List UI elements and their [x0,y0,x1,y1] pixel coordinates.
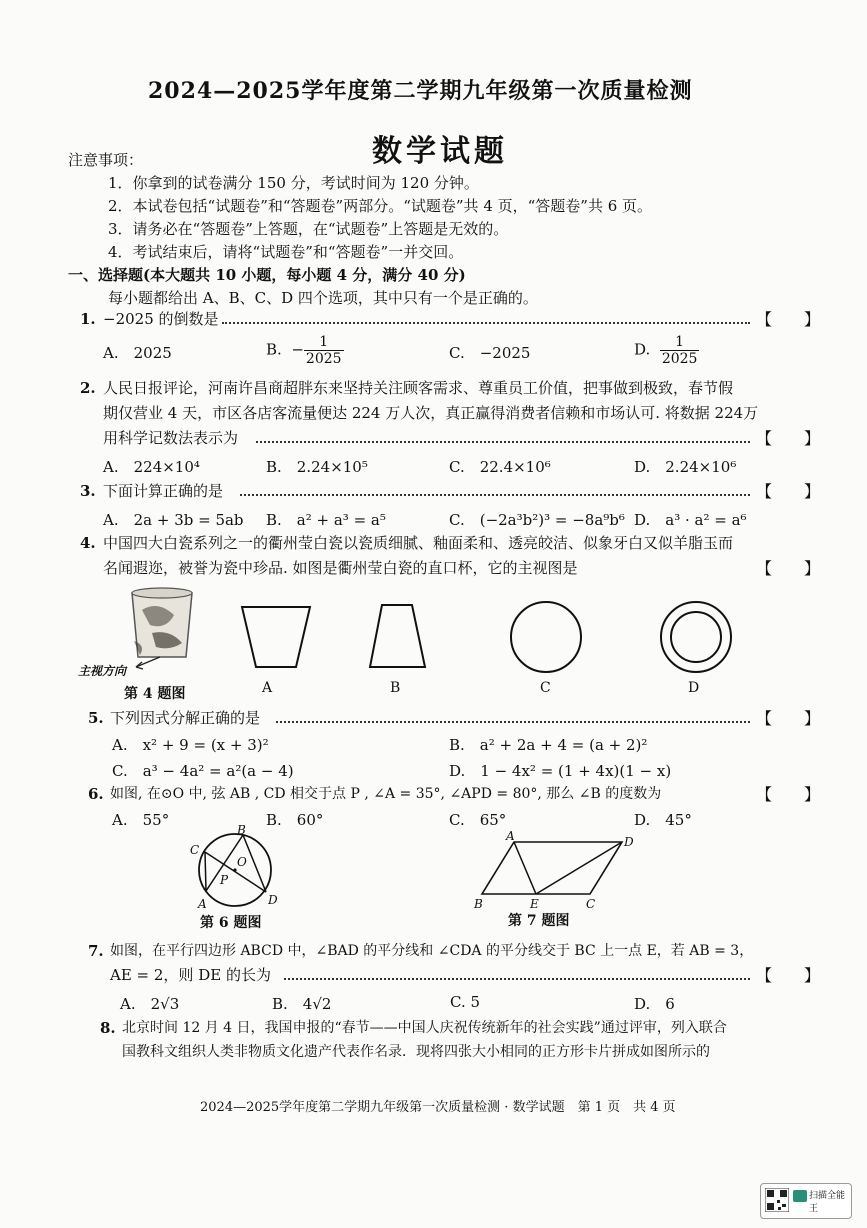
q6-circle-figure [180,822,290,917]
answer-bracket: 【 】 [756,966,821,985]
option-a: A. 2√3 [120,995,180,1013]
note-item: 3．请务必在“答题卷”上答题，在“试题卷”上答题是无效的。 [108,220,509,238]
answer-bracket: 【 】 [756,785,821,804]
leader-dots [284,978,750,980]
question-number: 6. [88,785,104,803]
point-c: C [586,897,596,910]
point-b: B [474,897,483,910]
segment-ac [205,852,206,891]
question-line: AE = 2，则 DE 的长为 [110,966,271,984]
question-line: 中国四大白瓷系列之一的衢州莹白瓷以瓷质细腻、釉面柔和、透亮皎洁、似象牙白又似羊脂玉而 [103,534,734,552]
question-stem: −2025 的倒数是 [103,310,219,328]
point-b: B [237,823,246,837]
question-line: 期仅营业 4 天，市区各店客流量便达 224 万人次，真正赢得消费者信赖和市场认可. 将数据 224万 [103,404,759,422]
figure-caption: 第 4 题图 [124,686,186,702]
note-item: 4．考试结束后，请将“试题卷”和“答题卷”一并交回。 [108,243,464,261]
leader-dots [240,494,750,496]
point-a: A [506,830,515,843]
option-b: B. 2.24×10⁵ [266,458,368,476]
subject-title: 数学试题 [372,134,508,169]
answer-bracket: 【 】 [756,310,821,329]
leader-dots [222,322,750,324]
option-c: C. 22.4×10⁶ [449,458,551,476]
view-label-b: B [390,680,401,696]
point-e: E [530,897,539,910]
segment-de [536,842,622,894]
option-b: B. 60° [266,811,324,829]
option-d: D. 2.24×10⁶ [634,458,737,476]
leader-dots [256,441,750,443]
parallelogram-abcd [482,842,622,894]
view-label-d: D [688,680,700,696]
scanner-logo-icon [793,1190,807,1202]
qr-code-icon [765,1188,789,1212]
section-heading: 一、选择题(本大题共 10 小题，每小题 4 分，满分 40 分) [68,266,466,284]
view-label-a: A [262,680,273,696]
option-a: A. x² + 9 = (x + 3)² [112,736,269,754]
option-d: D. a³ · a² = a⁶ [634,511,747,529]
answer-bracket: 【 】 [756,482,821,501]
point-d: D [268,893,278,907]
question-number: 8. [100,1019,116,1037]
option-a: A. 55° [112,811,170,829]
option-b: B. − $\frac{1}{2025}$ [266,334,342,367]
answer-bracket: 【 】 [756,559,821,578]
question-line: 如图，在平行四边形 ABCD 中，∠BAD 的平分线和 ∠CDA 的平分线交于 BC 上一点 E，若 AB = 3， [110,943,754,959]
question-number: 3. [80,482,96,500]
question-number: 2. [80,379,96,397]
page-footer: 2024—2025学年度第二学期九年级第一次质量检测 · 数学试题 第 1 页 共 4 页 [200,1100,676,1115]
point-d: D [624,835,634,849]
question-line: 北京时间 12 月 4 日，我国申报的“春节——中国人庆祝传统新年的社会实践”通过评审，列入联合 [122,1020,727,1036]
scanner-name: 扫描全能王 [809,1191,846,1214]
question-line: 人民日报评论，河南许昌商超胖东来坚持关注顾客需求、尊重员工价值，把事做到极致，春节假 [103,379,734,397]
question-stem: 下列因式分解正确的是 [110,709,261,727]
answer-bracket: 【 】 [756,709,821,728]
q4-figures [100,585,740,700]
option-c: C. (−2a³b²)³ = −8a⁹b⁶ [449,511,625,529]
option-d: D. 1 − 4x² = (1 + 4x)(1 − x) [449,762,672,780]
option-b: B. 4√2 [272,995,332,1013]
note-item: 1．你拿到的试卷满分 150 分，考试时间为 120 分钟。 [108,174,479,192]
option-c: C. a³ − 4a² = a²(a − 4) [112,762,294,780]
question-number: 7. [88,942,104,960]
option-a: A. 2025 [103,344,172,362]
note-item: 2．本试卷包括“试题卷”和“答题卷”两部分。“试题卷”共 4 页，“答题卷”共 6 页。 [108,197,653,215]
point-o: O [237,855,247,869]
segment-ae [514,842,536,894]
view-direction-label: 主视方向 [78,664,127,678]
view-label-c: C [540,680,551,696]
question-number: 1. [80,310,96,328]
option-d: D. 6 [634,995,675,1013]
option-a: A. 2a + 3b = 5ab [103,511,244,529]
exam-title: 2024—2025学年度第二学期九年级第一次质量检测 [148,78,693,104]
option-d: D. 45° [634,811,692,829]
figure-caption: 第 6 题图 [200,915,262,931]
view-b-shape [370,605,425,667]
question-number: 5. [88,709,104,727]
point-p: P [220,873,229,887]
question-line: 用科学记数法表示为 [103,429,239,447]
point-a: A [198,897,207,911]
q7-parallelogram-figure [470,830,640,910]
question-number: 4. [80,534,96,552]
answer-bracket: 【 】 [756,429,821,448]
point-c: C [190,843,200,857]
option-b: B. a² + a³ = a⁵ [266,511,386,529]
leader-dots [276,721,750,723]
cup-image [132,588,192,669]
option-a: A. 224×10⁴ [103,458,200,476]
question-line: 名闻遐迩，被誉为瓷中珍品. 如图是衢州莹白瓷的直口杯，它的主视图是 [103,559,578,577]
option-d: D. $\frac{1}{2025}$ [634,334,698,367]
question-line: 国教科文组织人类非物质文化遗产代表作名录．现将四张大小相同的正方形卡片拼成如图所示的 [122,1044,710,1060]
question-stem: 如图, 在⊙O 中, 弦 AB , CD 相交于点 P , ∠A = 35°, ∠APD = 80°, 那么 ∠B 的度数为 [110,786,662,802]
option-c: C. 5 [450,993,481,1011]
scanner-watermark [760,1183,852,1219]
question-stem: 下面计算正确的是 [103,482,224,500]
view-d-inner [671,612,721,662]
section-instruction: 每小题都给出 A、B、C、D 四个选项，其中只有一个是正确的。 [108,289,538,307]
option-c: C. 65° [449,811,507,829]
view-a-shape [242,607,310,667]
notes-heading: 注意事项： [68,151,144,169]
option-c: C. −2025 [449,344,531,362]
chord-cd [205,852,266,892]
option-b: B. a² + 2a + 4 = (a + 2)² [449,736,648,754]
view-c-shape [511,602,581,672]
figure-caption: 第 7 题图 [508,913,570,929]
